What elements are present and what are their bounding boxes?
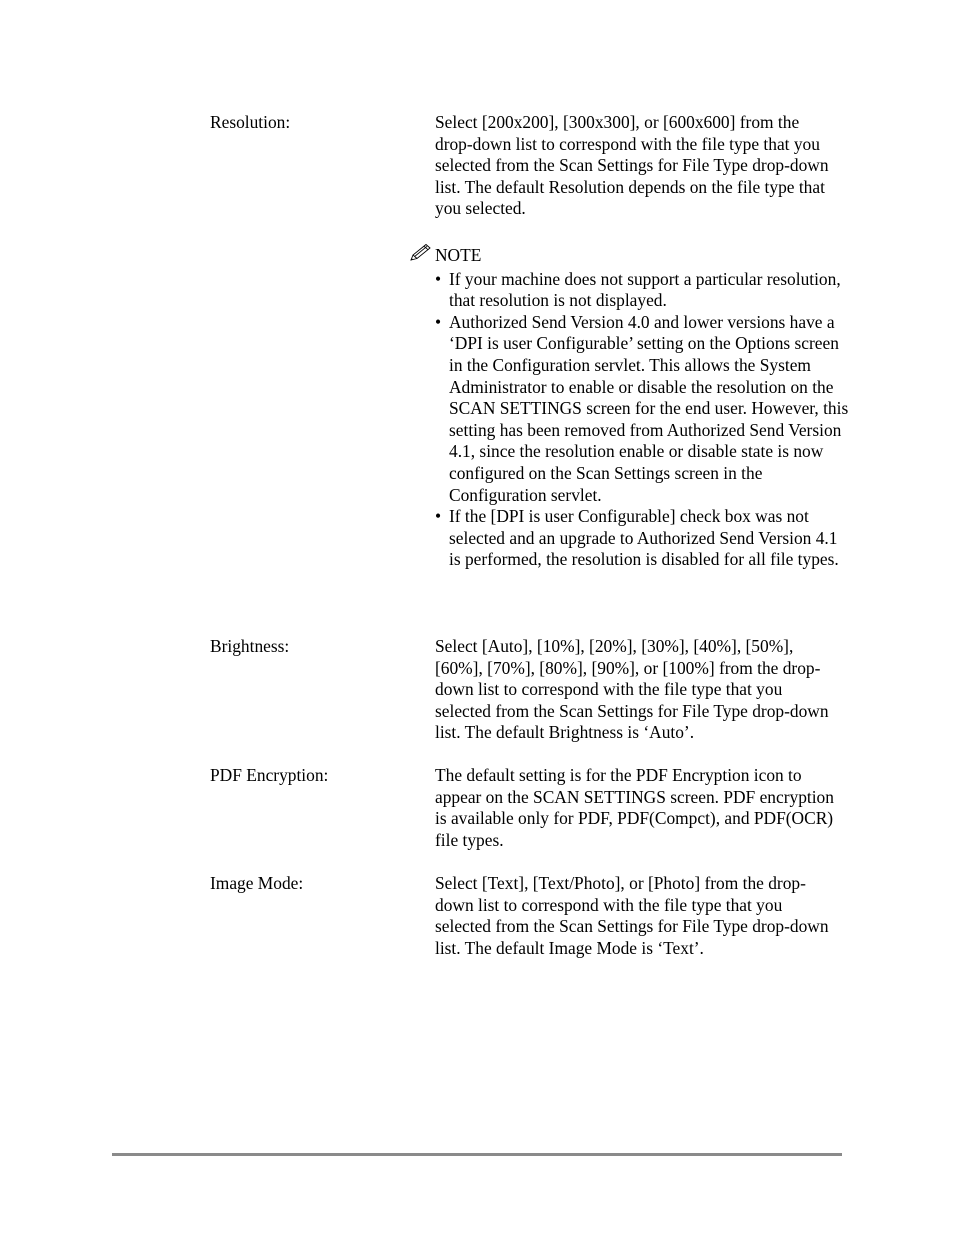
footer-divider [112, 1153, 842, 1156]
pdf-encryption-label: PDF Encryption: [210, 765, 329, 785]
note-heading-row [409, 245, 849, 267]
pencil-icon [409, 243, 435, 269]
list-item [409, 269, 849, 312]
image-mode-description: Select [Text], [Text/Photo], or [Photo] from the drop-down list to correspond with the file type that you selected from the Scan Settings for File Type drop-down list. The default Image Mode is ‘Text’. [435, 873, 829, 958]
pdf-encryption-description: The default setting is for the PDF Encryption icon to appear on the SCAN SETTINGS screen. PDF encryption is available only for PDF, PDF(Compct), and PDF(OCR) file types. [435, 765, 834, 850]
bullet-dot: • [435, 506, 442, 527]
note-block [409, 245, 849, 571]
list-item [409, 506, 849, 571]
note-item-text: If your machine does not support a particular resolution, that resolution is not displayed. [449, 268, 841, 311]
image-mode-label: Image Mode: [210, 873, 304, 893]
list-item [409, 312, 849, 506]
note-item-text: Authorized Send Version 4.0 and lower versions have a ‘DPI is user Configurable’ setting on the Options screen in the Configuration servlet. This allows the System Administrator to enable or disable the resolution on the SCAN SETTINGS screen for the end user. However, this setting has been removed from Authorized Send Version 4.1, since the resolution enable or disable state is now configured on the Scan Settings screen in the Configuration servlet. [449, 311, 849, 505]
resolution-description: Select [200x200], [300x300], or [600x600] from the drop-down list to correspond with the file type that you selected from the Scan Settings for File Type drop-down list. The default Resolution depends on the file type that you selected. [435, 112, 829, 219]
note-list [409, 269, 849, 571]
brightness-description: Select [Auto], [10%], [20%], [30%], [40%], [50%], [60%], [70%], [80%], [90%], or [100%] from the drop-down list to correspond with the file type that you selected from the Scan Settings for File Type drop-down list. The default Brightness is ‘Auto’. [435, 636, 829, 743]
note-heading: NOTE [435, 245, 482, 265]
resolution-label: Resolution: [210, 112, 291, 132]
bullet-dot: • [435, 311, 442, 332]
bullet-dot: • [435, 268, 442, 289]
brightness-label: Brightness: [210, 636, 290, 656]
note-item-text: If the [DPI is user Configurable] check box was not selected and an upgrade to Authorized Send Version 4.1 is performed, the resolution is disabled for all file types. [449, 506, 839, 570]
